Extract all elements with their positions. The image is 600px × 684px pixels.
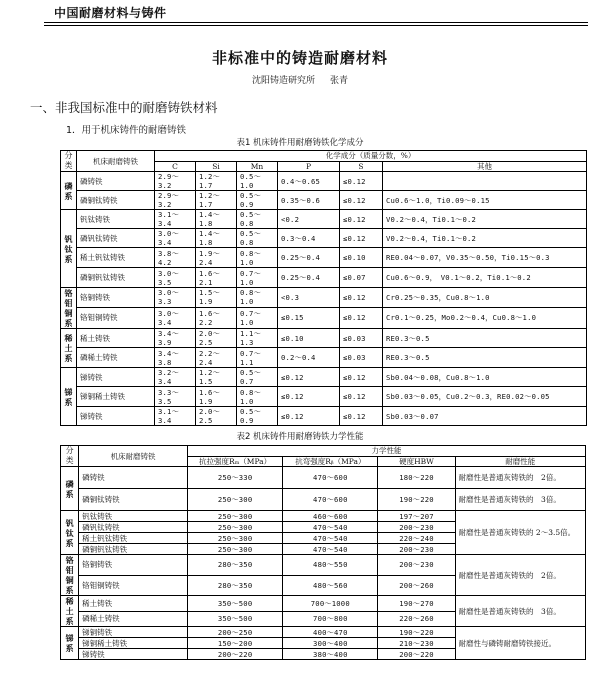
- t2-name-cell: 磷铸铁: [79, 467, 188, 489]
- t1-other-cell: Sb0.03～0.05，Cu0.2～0.3，RE0.02～0.05: [383, 387, 587, 407]
- t1-s-cell: ≤0.03: [340, 329, 383, 348]
- t2-category-cell: 锑系: [61, 627, 79, 660]
- t2-rb-cell: 700～800: [283, 611, 378, 627]
- t1-mn-cell: 0.7～1.0: [237, 268, 278, 288]
- table1: [60, 150, 587, 426]
- t2-rm-cell: 280～350: [187, 575, 282, 596]
- t1-c-cell: 3.0～3.4: [155, 229, 196, 248]
- t1-row: [61, 288, 587, 308]
- t2-header-rb: 抗弯强度Rᵦ（MPa）: [283, 456, 378, 467]
- t1-name-cell: 磷铜钛铸铁: [77, 191, 155, 210]
- t1-p-cell: 0.3～0.4: [278, 229, 340, 248]
- t2-name-cell: 锑铜铸铁: [79, 627, 188, 638]
- author-org: 沈阳铸造研究所: [252, 76, 316, 86]
- t2-header-name: 机床耐磨铸铁: [79, 446, 188, 467]
- t2-row: [61, 489, 586, 511]
- t1-p-cell: ≤0.15: [278, 307, 340, 328]
- t2-name-cell: 钒钛铸铁: [79, 511, 188, 522]
- t1-p-cell: 0.4～0.65: [278, 172, 340, 191]
- header-rule-thin: [44, 25, 588, 26]
- t1-c-cell: 3.8～4.2: [155, 248, 196, 268]
- t1-p-cell: ≤0.10: [278, 329, 340, 348]
- t1-c-cell: 3.2～3.4: [155, 368, 196, 387]
- t1-si-cell: 1.4～1.8: [196, 210, 237, 229]
- t2-wear-cell: 耐磨性是普通灰铸铁的 2～3.5倍。: [455, 511, 585, 555]
- subsection-heading: 1．用于机床铸件的耐磨铸铁: [66, 125, 187, 136]
- t1-c-cell: 2.9～3.2: [155, 191, 196, 210]
- t1-si-cell: 1.6～2.2: [196, 307, 237, 328]
- t2-header-wear: 耐磨性能: [455, 456, 585, 467]
- t1-other-cell: Cu0.6～0.9， V0.1～0.2，Ti0.1～0.2: [383, 268, 587, 288]
- t2-wear-cell: 耐磨性是普通灰铸铁的 3倍。: [455, 489, 585, 511]
- t2-rm-cell: 150～200: [187, 638, 282, 649]
- t1-c-cell: 3.1～3.4: [155, 210, 196, 229]
- t2-name-cell: 锑铸铁: [79, 649, 188, 660]
- t1-p-cell: ≤0.12: [278, 368, 340, 387]
- t1-header-si: Si: [196, 161, 237, 172]
- t2-hb-cell: 220～240: [378, 533, 455, 544]
- t1-header-other: 其他: [383, 161, 587, 172]
- section-heading: 一、非我国标准中的耐磨铸铁材料: [30, 100, 218, 115]
- t2-hb-cell: 190～220: [378, 627, 455, 638]
- t1-row: [61, 329, 587, 348]
- t2-rm-cell: 200～220: [187, 649, 282, 660]
- t2-row: [61, 555, 586, 576]
- t2-name-cell: 稀土铸铁: [79, 596, 188, 612]
- t2-header-group: 力学性能: [187, 446, 585, 457]
- t1-header-category: 分类: [61, 151, 77, 172]
- t1-mn-cell: 0.8～1.0: [237, 248, 278, 268]
- t1-name-cell: 锑铸铁: [77, 407, 155, 426]
- t2-rb-cell: 700～1000: [283, 596, 378, 612]
- header-rule: [44, 22, 588, 23]
- t2-hb-cell: 210～230: [378, 638, 455, 649]
- t1-s-cell: ≤0.12: [340, 307, 383, 328]
- t1-name-cell: 磷稀土铸铁: [77, 348, 155, 368]
- t1-header-s: S: [340, 161, 383, 172]
- t2-header-category: 分类: [61, 446, 79, 467]
- t2-header-hb: 硬度HBW: [378, 456, 455, 467]
- t1-mn-cell: 0.7～1.1: [237, 348, 278, 368]
- t1-other-cell: RE0.04～0.07，V0.35～0.50，Ti0.15～0.3: [383, 248, 587, 268]
- t1-other-cell: Cu0.6～1.0，Ti0.09～0.15: [383, 191, 587, 210]
- t1-s-cell: ≤0.12: [340, 368, 383, 387]
- t1-other-cell: V0.2～0.4，Ti0.1～0.2: [383, 229, 587, 248]
- t2-name-cell: 磷铜钛铸铁: [79, 489, 188, 511]
- t2-rm-cell: 250～300: [187, 522, 282, 533]
- t2-rb-cell: 470～540: [283, 533, 378, 544]
- t2-wear-cell: 耐磨性是普通灰铸铁的 3倍。: [455, 596, 585, 627]
- t1-header-p: P: [278, 161, 340, 172]
- t1-header-c: C: [155, 161, 196, 172]
- t1-row: [61, 229, 587, 248]
- t1-name-cell: 磷钒钛铸铁: [77, 229, 155, 248]
- t2-row: [61, 511, 586, 522]
- t1-mn-cell: 0.8～1.0: [237, 387, 278, 407]
- t2-hb-cell: 220～260: [378, 611, 455, 627]
- t2-rm-cell: 350～500: [187, 611, 282, 627]
- t2-rm-cell: 250～300: [187, 544, 282, 555]
- t2-hb-cell: 197～207: [378, 511, 455, 522]
- t2-rb-cell: 400～470: [283, 627, 378, 638]
- t2-rm-cell: 280～350: [187, 555, 282, 576]
- t1-row: [61, 191, 587, 210]
- t1-si-cell: 1.6～1.9: [196, 387, 237, 407]
- t2-name-cell: 铬铜铸铁: [79, 555, 188, 576]
- article-title: 非标准中的铸造耐磨材料: [211, 49, 388, 67]
- t1-name-cell: 锑铸铁: [77, 368, 155, 387]
- t1-row: [61, 348, 587, 368]
- t1-row: [61, 407, 587, 426]
- t1-other-cell: Cr0.1～0.25，Mo0.2～0.4，Cu0.8～1.0: [383, 307, 587, 328]
- t1-header-mn: Mn: [237, 161, 278, 172]
- t2-rb-cell: 470～600: [283, 489, 378, 511]
- t1-c-cell: 3.1～3.4: [155, 407, 196, 426]
- t1-p-cell: 0.2～0.4: [278, 348, 340, 368]
- t1-name-cell: 锑铜稀土铸铁: [77, 387, 155, 407]
- t1-p-cell: <0.3: [278, 288, 340, 308]
- t2-rm-cell: 250～300: [187, 489, 282, 511]
- t2-header-rm: 抗拉强度Rₘ（MPa）: [187, 456, 282, 467]
- t1-s-cell: ≤0.12: [340, 229, 383, 248]
- t1-other-cell: Sb0.03～0.07: [383, 407, 587, 426]
- t1-category-cell: 磷系: [61, 172, 77, 210]
- t2-rm-cell: 350～500: [187, 596, 282, 612]
- t2-name-cell: 铬钼铜铸铁: [79, 575, 188, 596]
- t2-hb-cell: 190～270: [378, 596, 455, 612]
- running-header: 中国耐磨材料与铸件: [54, 6, 167, 20]
- t1-header-name: 机床耐磨铸铁: [77, 151, 155, 172]
- t1-c-cell: 3.4～3.8: [155, 348, 196, 368]
- t2-category-cell: 钒钛系: [61, 511, 79, 555]
- t2-rb-cell: 460～600: [283, 511, 378, 522]
- t1-other-cell: Cr0.25～0.35，Cu0.8～1.0: [383, 288, 587, 308]
- t2-rm-cell: 250～330: [187, 467, 282, 489]
- t2-hb-cell: 200～230: [378, 555, 455, 576]
- t2-rb-cell: 480～560: [283, 575, 378, 596]
- t1-si-cell: 1.2～1.7: [196, 172, 237, 191]
- t1-mn-cell: 0.5～0.7: [237, 368, 278, 387]
- t1-category-cell: 钒钛系: [61, 210, 77, 288]
- t1-p-cell: 0.35～0.6: [278, 191, 340, 210]
- t1-si-cell: 2.0～2.5: [196, 329, 237, 348]
- t2-rb-cell: 380～400: [283, 649, 378, 660]
- t1-p-cell: ≤0.12: [278, 387, 340, 407]
- t2-rb-cell: 470～540: [283, 522, 378, 533]
- t1-row: [61, 268, 587, 288]
- t1-other-cell: RE0.3～0.5: [383, 348, 587, 368]
- t1-p-cell: <0.2: [278, 210, 340, 229]
- t2-rb-cell: 300～400: [283, 638, 378, 649]
- t1-c-cell: 3.3～3.5: [155, 387, 196, 407]
- t1-category-cell: 铬钼铜系: [61, 288, 77, 329]
- t1-c-cell: 2.9～3.2: [155, 172, 196, 191]
- t1-c-cell: 3.0～3.4: [155, 307, 196, 328]
- t1-mn-cell: 0.7～1.0: [237, 307, 278, 328]
- t1-row: [61, 387, 587, 407]
- t1-si-cell: 1.6～2.1: [196, 268, 237, 288]
- t2-row: [61, 596, 586, 612]
- article-byline: [0, 73, 600, 86]
- t1-s-cell: ≤0.12: [340, 172, 383, 191]
- t1-other-cell: RE0.3～0.5: [383, 329, 587, 348]
- table2: [60, 445, 586, 660]
- t2-rb-cell: 470～540: [283, 544, 378, 555]
- t1-si-cell: 2.2～2.4: [196, 348, 237, 368]
- t1-other-cell: Sb0.04～0.08，Cu0.8～1.0: [383, 368, 587, 387]
- t2-name-cell: 稀土钒钛铸铁: [79, 533, 188, 544]
- t1-s-cell: ≤0.12: [340, 387, 383, 407]
- t2-hb-cell: 200～220: [378, 649, 455, 660]
- t1-p-cell: ≤0.12: [278, 407, 340, 426]
- t1-name-cell: 稀土钒钛铸铁: [77, 248, 155, 268]
- t1-row: [61, 307, 587, 328]
- t2-hb-cell: 180～220: [378, 467, 455, 489]
- t2-name-cell: 磷铜钒钛铸铁: [79, 544, 188, 555]
- t2-wear-cell: 耐磨性是普通灰铸铁的 2倍。: [455, 467, 585, 489]
- table1-caption: 表1 机床铸件用耐磨铸铁化学成分: [236, 138, 364, 148]
- t1-name-cell: 铬铜铸铁: [77, 288, 155, 308]
- t1-name-cell: 铬钼铜铸铁: [77, 307, 155, 328]
- t1-c-cell: 3.0～3.3: [155, 288, 196, 308]
- t1-mn-cell: 0.5～0.8: [237, 210, 278, 229]
- t2-row: [61, 627, 586, 638]
- t1-mn-cell: 0.8～1.0: [237, 288, 278, 308]
- t1-s-cell: ≤0.12: [340, 191, 383, 210]
- t1-s-cell: ≤0.12: [340, 210, 383, 229]
- t1-si-cell: 1.2～1.7: [196, 191, 237, 210]
- t1-si-cell: 1.9～2.4: [196, 248, 237, 268]
- t1-c-cell: 3.0～3.5: [155, 268, 196, 288]
- t1-si-cell: 1.5～1.9: [196, 288, 237, 308]
- t1-s-cell: ≤0.10: [340, 248, 383, 268]
- t2-hb-cell: 200～230: [378, 522, 455, 533]
- t1-si-cell: 1.4～1.8: [196, 229, 237, 248]
- t1-s-cell: ≤0.12: [340, 407, 383, 426]
- table2-caption: 表2 机床铸件用耐磨铸铁力学性能: [236, 432, 364, 442]
- t1-s-cell: ≤0.03: [340, 348, 383, 368]
- t2-category-cell: 铬钼铜系: [61, 555, 79, 596]
- author-name: 张青: [329, 76, 348, 86]
- t1-mn-cell: 0.5～0.9: [237, 191, 278, 210]
- t2-hb-cell: 190～220: [378, 489, 455, 511]
- t2-name-cell: 磷钒钛铸铁: [79, 522, 188, 533]
- t2-category-cell: 磷系: [61, 467, 79, 511]
- t2-category-cell: 稀土系: [61, 596, 79, 627]
- t1-name-cell: 钒钛铸铁: [77, 210, 155, 229]
- t2-rm-cell: 250～300: [187, 533, 282, 544]
- t1-mn-cell: 1.1～1.3: [237, 329, 278, 348]
- t1-mn-cell: 0.5～1.0: [237, 172, 278, 191]
- t2-name-cell: 锑铜稀土铸铁: [79, 638, 188, 649]
- t2-wear-cell: 耐磨性与磷铸耐磨铸铁接近。: [455, 627, 585, 660]
- t1-s-cell: ≤0.07: [340, 268, 383, 288]
- t1-si-cell: 1.2～1.5: [196, 368, 237, 387]
- t1-c-cell: 3.4～3.9: [155, 329, 196, 348]
- t1-name-cell: 稀土铸铁: [77, 329, 155, 348]
- t1-name-cell: 磷铜钒钛铸铁: [77, 268, 155, 288]
- t1-si-cell: 2.0～2.5: [196, 407, 237, 426]
- t2-hb-cell: 200～230: [378, 544, 455, 555]
- t2-rm-cell: 250～300: [187, 511, 282, 522]
- t1-category-cell: 锑系: [61, 368, 77, 426]
- t1-row: [61, 210, 587, 229]
- t2-rm-cell: 200～250: [187, 627, 282, 638]
- t2-wear-cell: 耐磨性是普通灰铸铁的 2倍。: [455, 555, 585, 596]
- t2-rb-cell: 470～600: [283, 467, 378, 489]
- t1-s-cell: ≤0.12: [340, 288, 383, 308]
- t2-rb-cell: 480～550: [283, 555, 378, 576]
- t1-other-cell: V0.2～0.4，Ti0.1～0.2: [383, 210, 587, 229]
- t1-row: [61, 368, 587, 387]
- t2-name-cell: 磷稀土铸铁: [79, 611, 188, 627]
- t1-p-cell: 0.25～0.4: [278, 268, 340, 288]
- t1-other-cell: [383, 172, 587, 191]
- t1-row: [61, 248, 587, 268]
- t2-row: [61, 467, 586, 489]
- t1-mn-cell: 0.5～0.9: [237, 407, 278, 426]
- t1-mn-cell: 0.5～0.8: [237, 229, 278, 248]
- t1-p-cell: 0.25～0.4: [278, 248, 340, 268]
- t1-header-group: 化学成分（质量分数，%）: [155, 151, 587, 162]
- t1-row: [61, 172, 587, 191]
- t1-name-cell: 磷铸铁: [77, 172, 155, 191]
- t1-category-cell: 稀土系: [61, 329, 77, 368]
- t2-hb-cell: 200～260: [378, 575, 455, 596]
